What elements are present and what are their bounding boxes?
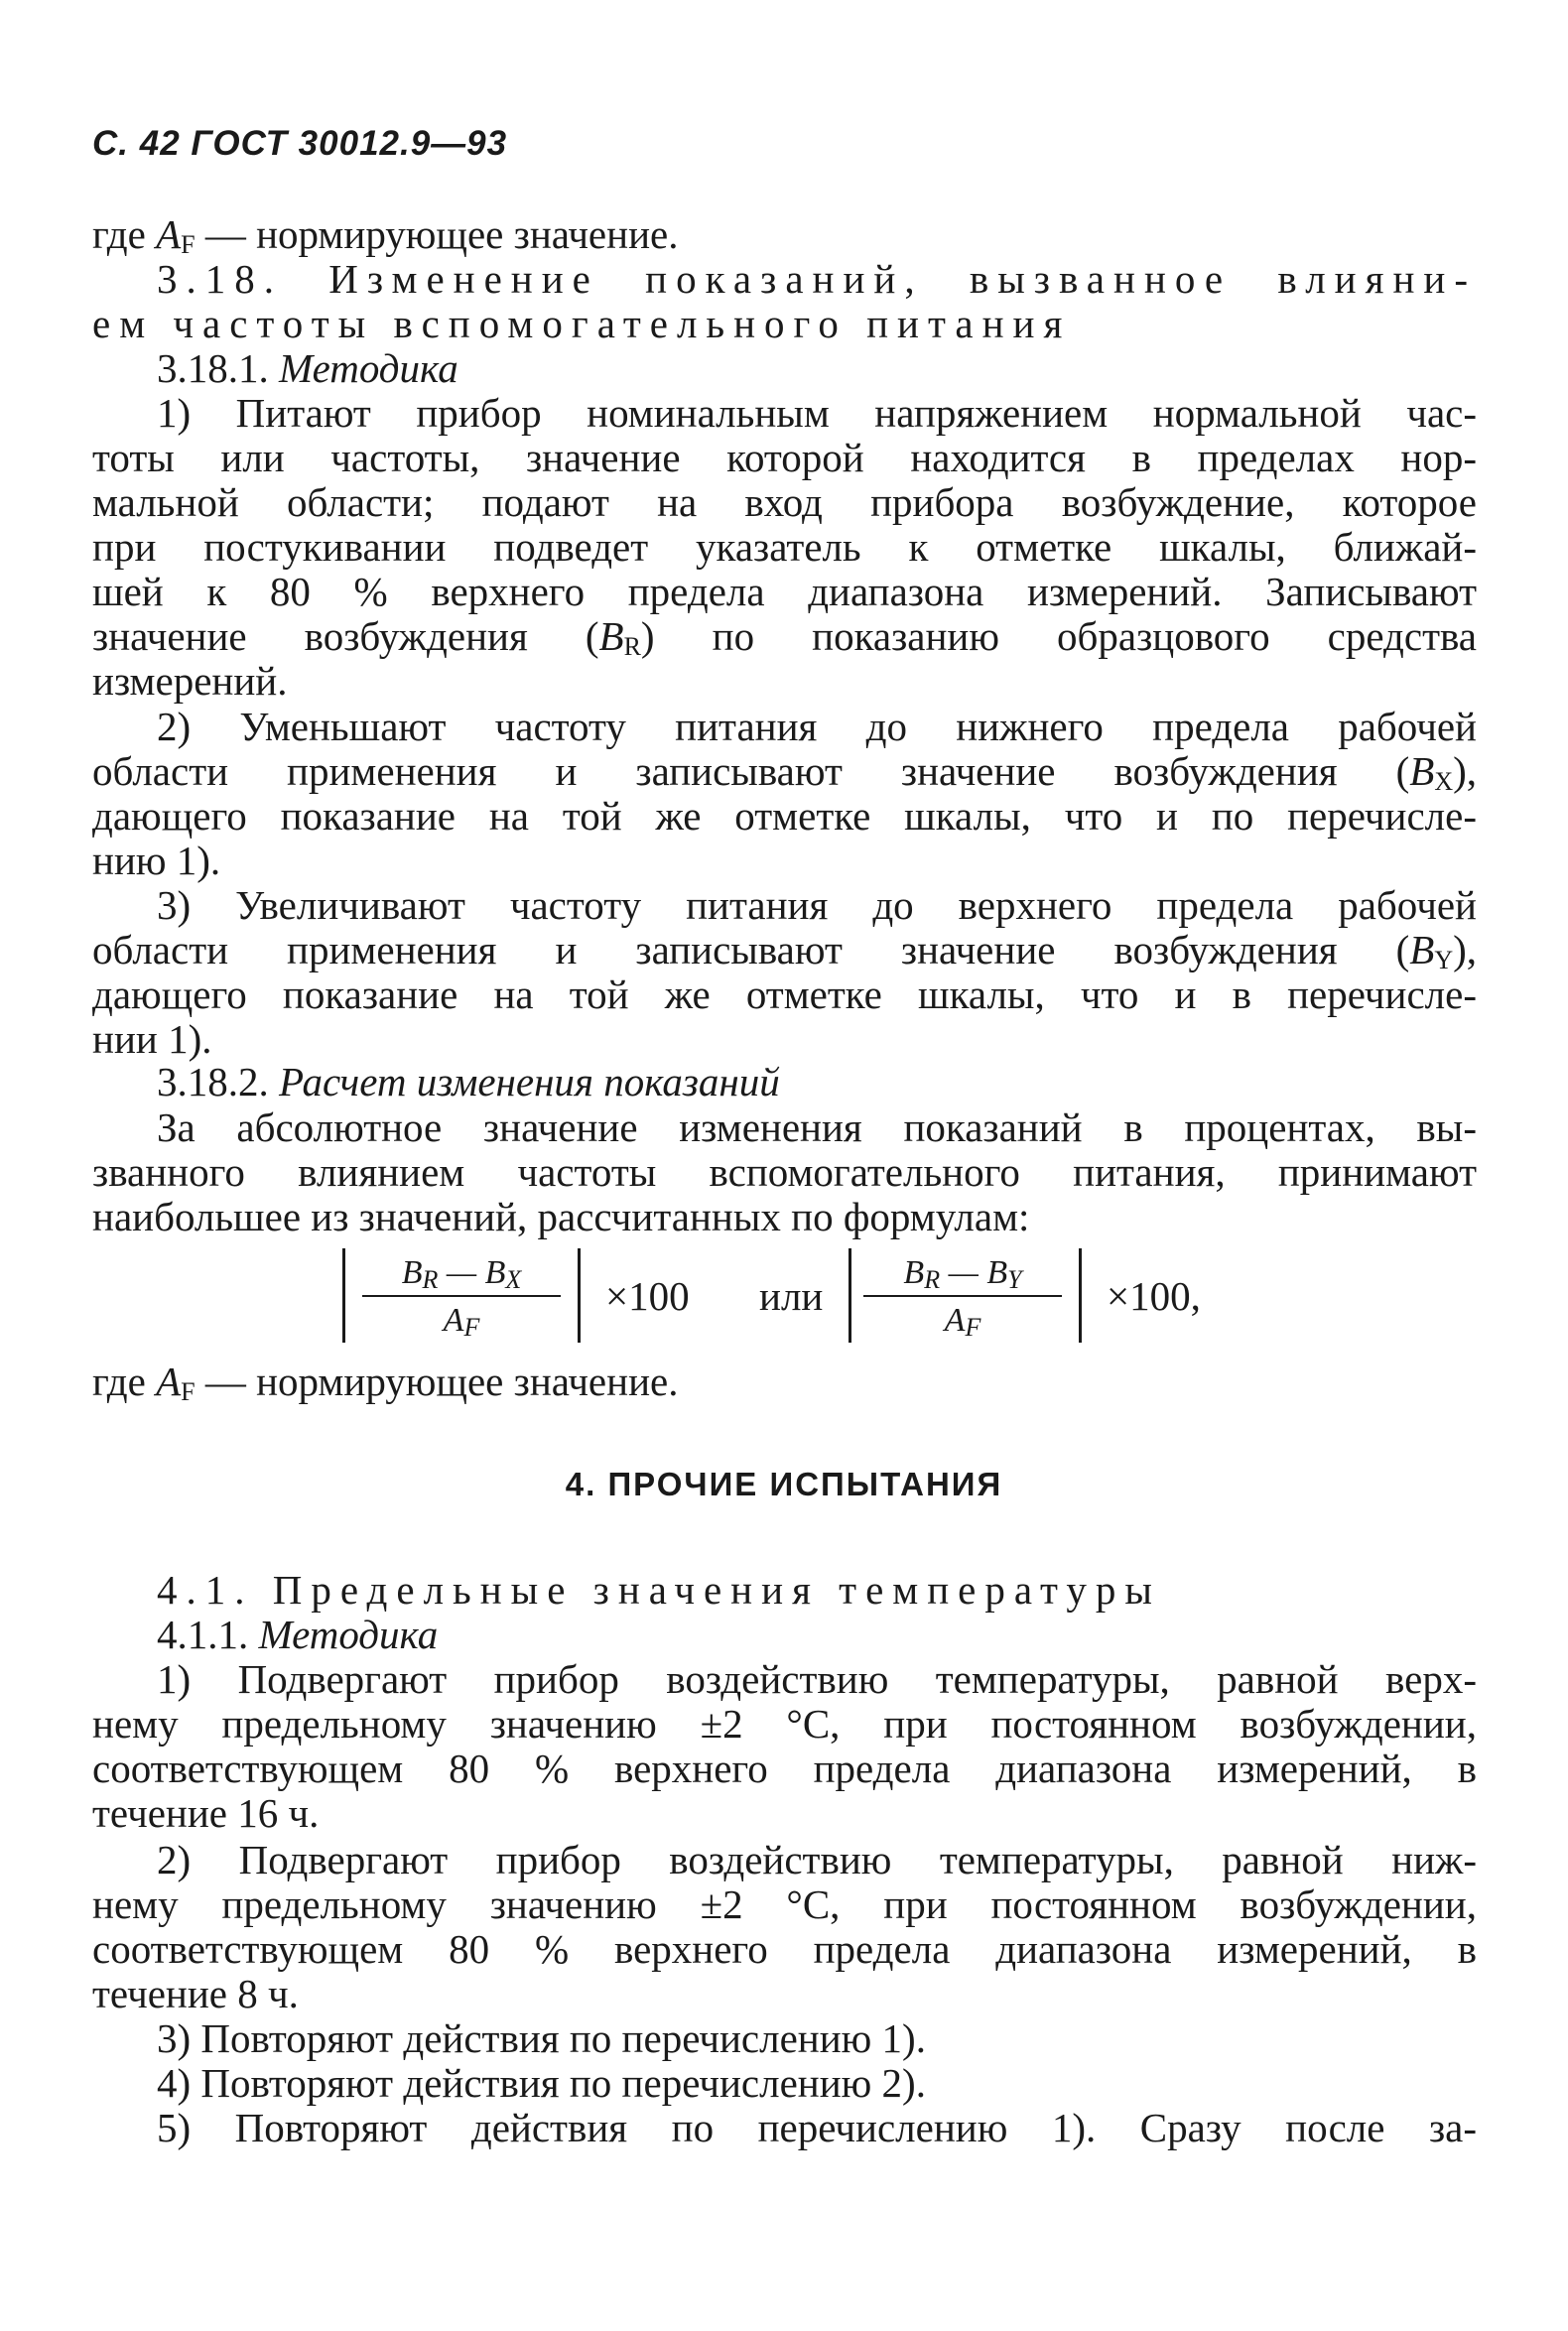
p4-line: наибольшее из значений, рассчитанных по формулам:	[92, 1194, 1030, 1239]
page-header: С. 42 ГОСТ 30012.9—93	[92, 124, 508, 163]
definition-line-1	[92, 212, 1477, 257]
subsection-number: 4.1.1.	[157, 1612, 249, 1657]
paragraph-4	[92, 1105, 1477, 1239]
definition-text: где AF — нормирующее значение.	[92, 211, 679, 259]
q2-line: нему предельному значению ±2 °С, при постоянном возбуждении,	[92, 1881, 1477, 1927]
p2-line: 2) Уменьшают частоту питания до нижнего предела рабочей	[157, 704, 1477, 749]
subsection-title: Методика	[258, 1612, 439, 1657]
section-3-18-title-line1: 3.18. Изменение показаний, вызванное влияни-	[157, 256, 1477, 302]
subsection-title: Расчет изменения показаний	[279, 1059, 780, 1104]
p1-line: шей к 80 % верхнего предела диапазона измерений. Записывают	[92, 569, 1477, 614]
section-3-18-title-line2: ем частоты вспомогательного питания	[92, 301, 1072, 346]
formula-multiplier-2: ×100,	[1107, 1273, 1201, 1319]
paragraph-1	[92, 391, 1477, 704]
p3-line: области применения и записывают значение возбуждения (BY),	[92, 927, 1477, 974]
section-4-1-title-text: 4.1. Предельные значения температуры	[157, 1567, 1161, 1613]
q2-line: 2) Подвергают прибор воздействию температуры, равной ниж-	[157, 1837, 1477, 1882]
subsection-number: 3.18.2.	[157, 1059, 269, 1104]
p3-line: нии 1).	[92, 1016, 212, 1062]
formula	[342, 1248, 1236, 1348]
formula-numerator-2: BR — BY	[903, 1254, 1022, 1294]
p1-line: значение возбуждения (BR) по показанию образцового средства	[92, 613, 1478, 661]
section-3-18-title	[92, 257, 1477, 346]
p1-line: 1) Питают прибор номинальным напряжением нормальной час-	[157, 390, 1477, 436]
p2-line: нию 1).	[92, 838, 221, 883]
q1-line: течение 16 ч.	[92, 1790, 320, 1836]
subsection-number: 3.18.1.	[157, 345, 269, 391]
subsection-4-1-1	[92, 1613, 1477, 1657]
p1-line: тоты или частоты, значение которой находится в пределах нор-	[92, 435, 1477, 480]
subsection-3-18-1	[92, 346, 1477, 391]
after-formula-text: где AF — нормирующее значение.	[92, 1359, 679, 1406]
abs-bar-left	[342, 1248, 345, 1343]
q1-line: нему предельному значению ±2 °С, при постоянном возбуждении,	[92, 1701, 1477, 1747]
paragraph-2	[92, 705, 1477, 883]
formula-denominator-2: AF	[944, 1302, 981, 1342]
q1-line: соответствующем 80 % верхнего предела диапазона измерений, в	[92, 1746, 1477, 1791]
formula-multiplier-1: ×100	[605, 1273, 690, 1319]
q3-line: 3) Повторяют действия по перечислению 1).	[157, 2015, 926, 2061]
abs-bar-right	[578, 1248, 581, 1343]
paragraph-q1	[92, 1657, 1477, 1836]
p3-line: дающего показание на той же отметке шкалы, что и в перечисле-	[92, 971, 1477, 1017]
p2-line: дающего показание на той же отметке шкалы, что и по перечисле-	[92, 793, 1477, 839]
p4-line: званного влиянием частоты вспомогательного питания, принимают	[92, 1149, 1477, 1195]
p2-line: области применения и записывают значение возбуждения (BX),	[92, 748, 1477, 796]
p4-line: За абсолютное значение изменения показаний в процентах, вы-	[157, 1104, 1477, 1150]
section-4-1-title	[92, 1568, 1477, 1613]
q4-line: 4) Повторяют действия по перечислению 2).	[157, 2060, 926, 2106]
definition-line-2	[92, 1360, 1477, 1404]
p1-line: при постукивании подведет указатель к отметке шкалы, ближай-	[92, 524, 1477, 570]
p3-line: 3) Увеличивают частоту питания до верхнего предела рабочей	[157, 882, 1477, 928]
p1-line: мальной области; подают на вход прибора возбуждение, которое	[92, 479, 1477, 525]
q2-line: течение 8 ч.	[92, 1971, 299, 2016]
subsection-title: Методика	[279, 345, 458, 391]
fraction-line	[863, 1295, 1062, 1297]
q5-line: 5) Повторяют действия по перечислению 1). Сразу после за-	[157, 2105, 1477, 2150]
abs-bar-left	[849, 1248, 851, 1343]
subsection-3-18-2	[92, 1060, 1477, 1104]
paragraph-3	[92, 883, 1477, 1062]
p1-line: измерений.	[92, 658, 288, 704]
paragraph-q3-q5	[92, 2016, 1477, 2150]
abs-bar-right	[1079, 1248, 1082, 1343]
paragraph-q2	[92, 1838, 1477, 2016]
fraction-line	[362, 1295, 561, 1297]
formula-or: или	[759, 1273, 824, 1319]
q2-line: соответствующем 80 % верхнего предела диапазона измерений, в	[92, 1926, 1477, 1972]
q1-line: 1) Подвергают прибор воздействию температуры, равной верх-	[157, 1656, 1477, 1702]
section-4-title: 4. ПРОЧИЕ ИСПЫТАНИЯ	[565, 1466, 1003, 1502]
formula-numerator-1: BR — BX	[401, 1254, 522, 1294]
formula-denominator-1: AF	[443, 1302, 480, 1342]
